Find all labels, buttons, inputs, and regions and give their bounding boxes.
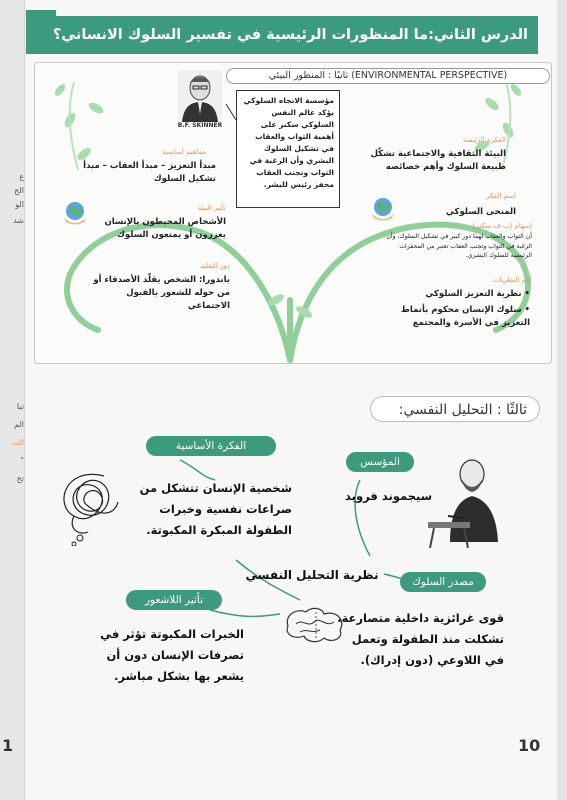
skinner-label: B.F. SKINNER (177, 122, 223, 129)
edge-bullet: الت (11, 438, 24, 447)
theory-text: سلوك الإنسان محكوم بأنماط التعزيز في الأسرة والمجتمع (401, 305, 530, 328)
founder-name: سيجموند فرويد (345, 489, 432, 503)
skinner-quote: مؤسسة الاتجاه السلوكي يؤكد عالم النفس السلوكي سكنر على أهمية الثواب والعقاب في تشكيل السلوك البشري وأن الرغبة في الثواب وتجنب العقاب محفز رئيس للبشر. (236, 90, 340, 208)
theory-item: • سلوك الإنسان محكوم بأنماط التعزيز في الأسرة والمجتمع (401, 305, 530, 328)
edge-text: الح (14, 186, 24, 195)
unconscious-tag: تأثير اللاشعور (126, 590, 222, 610)
unconscious-text: الخبرات المكبوتة تؤثر في تصرفات الإنسان دون أن يشعر بها بشكل مباشر. (100, 627, 244, 683)
concepts-label: مفاهيم أساسية (162, 148, 206, 156)
edge-bullet: " (20, 456, 24, 465)
imitation-text: باندورا: الشخص يقلّد الأصدقاء أو من حوله للشعور بالقبول الاجتماعي (93, 275, 230, 311)
theories-label: أهم النظريات (493, 276, 532, 284)
theory-item: • نظرية التعزيز السلوكي (425, 289, 530, 299)
edge-text: تح (16, 474, 24, 483)
psychoanalysis-heading: ثالثًا : التحليل النفسي: (370, 396, 540, 422)
freud-portrait-icon (420, 452, 504, 548)
idea-text: البيئة الثقافية والاجتماعية تشكّل طبيعة السلوك وأهم خصائصه (370, 149, 506, 172)
concepts-text: مبدأ التعزيز – مبدأ العقاب – مبدأ تشكيل السلوك (83, 161, 216, 184)
founder-tag: المؤسس (346, 452, 414, 472)
globe-hands-icon (370, 196, 396, 222)
skinner-portrait-icon (178, 70, 222, 122)
edge-text: الو (15, 200, 24, 209)
page-number: 10 (518, 736, 541, 755)
lesson-title: الدرس الثاني:ما المنظورات الرئيسية في تفسير السلوك الانساني؟ (26, 16, 538, 54)
theory-text: نظرية التعزيز السلوكي (425, 289, 522, 299)
environmental-title: ثانيًا : المنظور البيئي (ENVIRONMENTAL PERSPECTIVE) (226, 68, 550, 84)
environment-label: تأثير البيئة (197, 204, 226, 212)
edge-bullet: تبا (16, 402, 24, 411)
brain-icon (282, 604, 348, 644)
skinner-contribution-text: أن الثواب والعقاب لهما دور كبير في تشكيل السلوك، وأن الرغبة في الثواب وتجنب العقاب تعتبر من المحفزات الرئيسية للسلوك البشري. (386, 233, 532, 259)
founder-label: اسم الفكر (485, 192, 516, 200)
source-tag: مصدر السلوك (400, 572, 486, 592)
idea-text: شخصية الإنسان تتشكل من صراعات نفسية وخبرات الطفولة المبكرة المكبوتة. (139, 481, 292, 537)
founder-text: المنحى السلوكي (445, 207, 516, 217)
idea-label: الفكرة الرئيسة (462, 136, 506, 144)
edge-text: ع (19, 172, 24, 181)
edge-bullet: الم (14, 420, 24, 429)
edge-text: شد (13, 216, 24, 225)
tangled-thought-icon (44, 456, 134, 546)
imitation-label: دور التقليد (200, 262, 230, 270)
globe-hands-icon (62, 200, 88, 226)
idea-tag: الفكرة الأساسية (146, 436, 276, 456)
previous-page-number: 1 (2, 736, 14, 755)
theory-title: نظرية التحليل النفسي (245, 568, 379, 582)
skinner-contribution-label: إسهام (ب.ف سكنر) (472, 222, 532, 230)
environment-text: الأشخاص المحيطون بالإنسان يعززون أو يمنعون السلوك (104, 217, 226, 240)
source-text: قوى غرائزية داخلية متصارعة، تشكلت منذ الطفولة وتعمل في اللاوعي (دون إدراك). (337, 611, 504, 667)
